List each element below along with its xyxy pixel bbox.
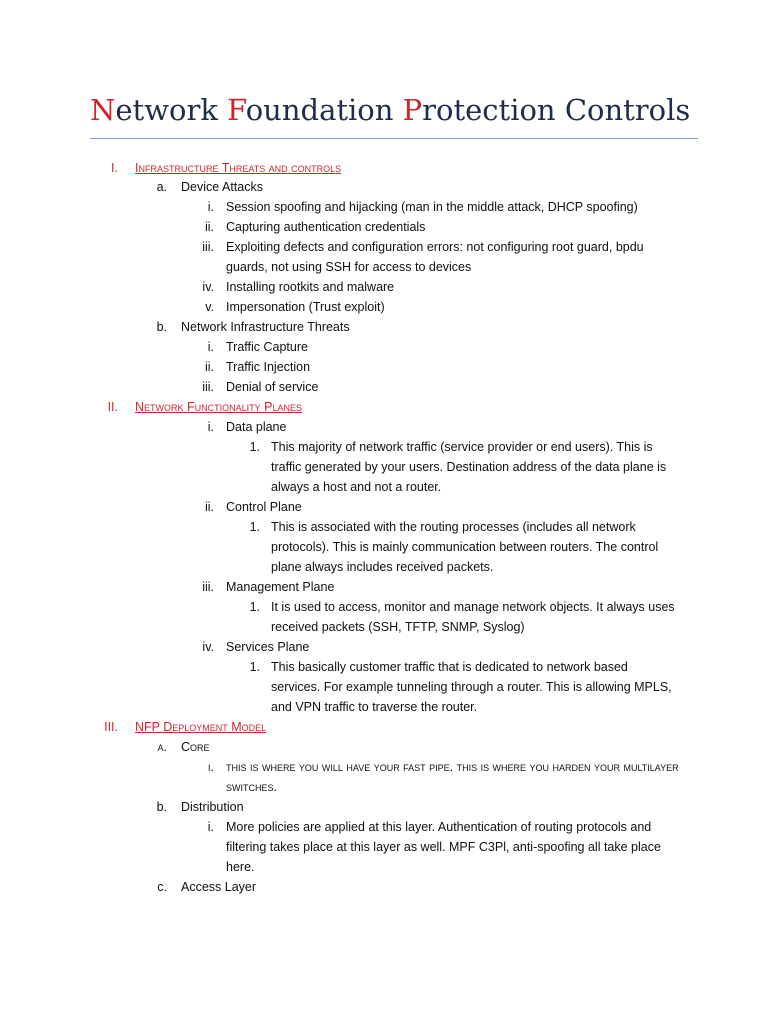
list-number: i. — [207, 340, 214, 354]
section-number: II. — [107, 400, 118, 414]
list-item-continuation: filtering takes place at this layer as well. MPF C3Pl, anti-spoofing all take place — [226, 840, 661, 854]
list-item-continuation: always a host and not a router. — [271, 480, 442, 494]
list-item-continuation: guards, not using SSH for access to devices — [226, 260, 472, 274]
list-item: Distribution — [181, 800, 244, 814]
title-underline — [90, 138, 698, 139]
list-item-continuation: services. For example tunneling through a router. This is allowing MPLS, — [271, 680, 672, 694]
list-item: This is associated with the routing processes (includes all network — [271, 520, 636, 534]
list-item: Session spoofing and hijacking (man in the middle attack, DHCP spoofing) — [226, 200, 638, 214]
list-item: Denial of service — [226, 380, 319, 394]
list-item: Capturing authentication credentials — [226, 220, 426, 234]
list-item-continuation: plane always includes received packets. — [271, 560, 494, 574]
list-item-continuation: and VPN traffic to traverse the router. — [271, 700, 478, 714]
list-number: b. — [156, 320, 167, 334]
list-item: Traffic Capture — [226, 340, 308, 354]
list-item: Traffic Injection — [226, 360, 311, 374]
list-number: 1. — [249, 440, 260, 454]
list-number: a. — [156, 180, 167, 194]
list-item: Impersonation (Trust exploit) — [226, 300, 385, 314]
list-number: iii. — [202, 380, 214, 394]
list-number: i. — [208, 760, 214, 774]
list-item: Exploiting defects and configuration errors: not configuring root guard, bpdu — [226, 240, 644, 254]
list-item: this is where you will have your fast pipe. this is where you harden your multilayer — [226, 760, 679, 774]
list-number: i. — [207, 200, 214, 214]
list-number: i. — [207, 420, 214, 434]
list-item: Services Plane — [226, 640, 310, 654]
list-number: 1. — [249, 600, 260, 614]
list-number: ii. — [204, 220, 214, 234]
section-heading: Infrastructure Threats and controls — [135, 161, 342, 175]
list-item: Network Infrastructure Threats — [181, 320, 350, 334]
section-number: I. — [111, 161, 118, 175]
list-number: 1. — [249, 520, 260, 534]
list-number: ii. — [204, 500, 214, 514]
list-item: Data plane — [226, 420, 287, 434]
section-number: III. — [104, 720, 118, 734]
list-number: iii. — [202, 580, 214, 594]
list-number: b. — [156, 800, 167, 814]
list-item: Access Layer — [181, 880, 257, 894]
list-number: iv. — [202, 280, 214, 294]
list-item-continuation: traffic generated by your users. Destination address of the data plane is — [271, 460, 667, 474]
list-item-continuation: here. — [226, 860, 255, 874]
list-number: ii. — [204, 360, 214, 374]
list-number: iii. — [202, 240, 214, 254]
list-item-continuation: received packets (SSH, TFTP, SNMP, Syslog) — [271, 620, 525, 634]
list-number: a. — [157, 740, 167, 754]
list-item: Control Plane — [226, 500, 302, 514]
list-number: v. — [205, 300, 214, 314]
list-item: Device Attacks — [181, 180, 263, 194]
list-number: 1. — [249, 660, 260, 674]
list-number: iv. — [202, 640, 214, 654]
list-item: More policies are applied at this layer. Authentication of routing protocols and — [226, 820, 652, 834]
list-number: i. — [207, 820, 214, 834]
section-heading: NFP Deployment Model — [135, 720, 267, 734]
section-heading: Network Functionality Planes — [135, 400, 302, 414]
list-item: This basically customer traffic that is dedicated to network based — [271, 660, 628, 674]
list-number: c. — [157, 880, 167, 894]
list-item: Management Plane — [226, 580, 335, 594]
list-item: Installing rootkits and malware — [226, 280, 395, 294]
list-item: This majority of network traffic (service provider or end users). This is — [271, 440, 653, 454]
list-item-continuation: protocols). This is mainly communication between routers. The control — [271, 540, 659, 554]
page-title: Network Foundation Protection Controls — [90, 93, 691, 127]
list-item-continuation: switches. — [226, 780, 277, 794]
list-item: Core — [181, 740, 210, 754]
list-item: It is used to access, monitor and manage network objects. It always uses — [271, 600, 675, 614]
